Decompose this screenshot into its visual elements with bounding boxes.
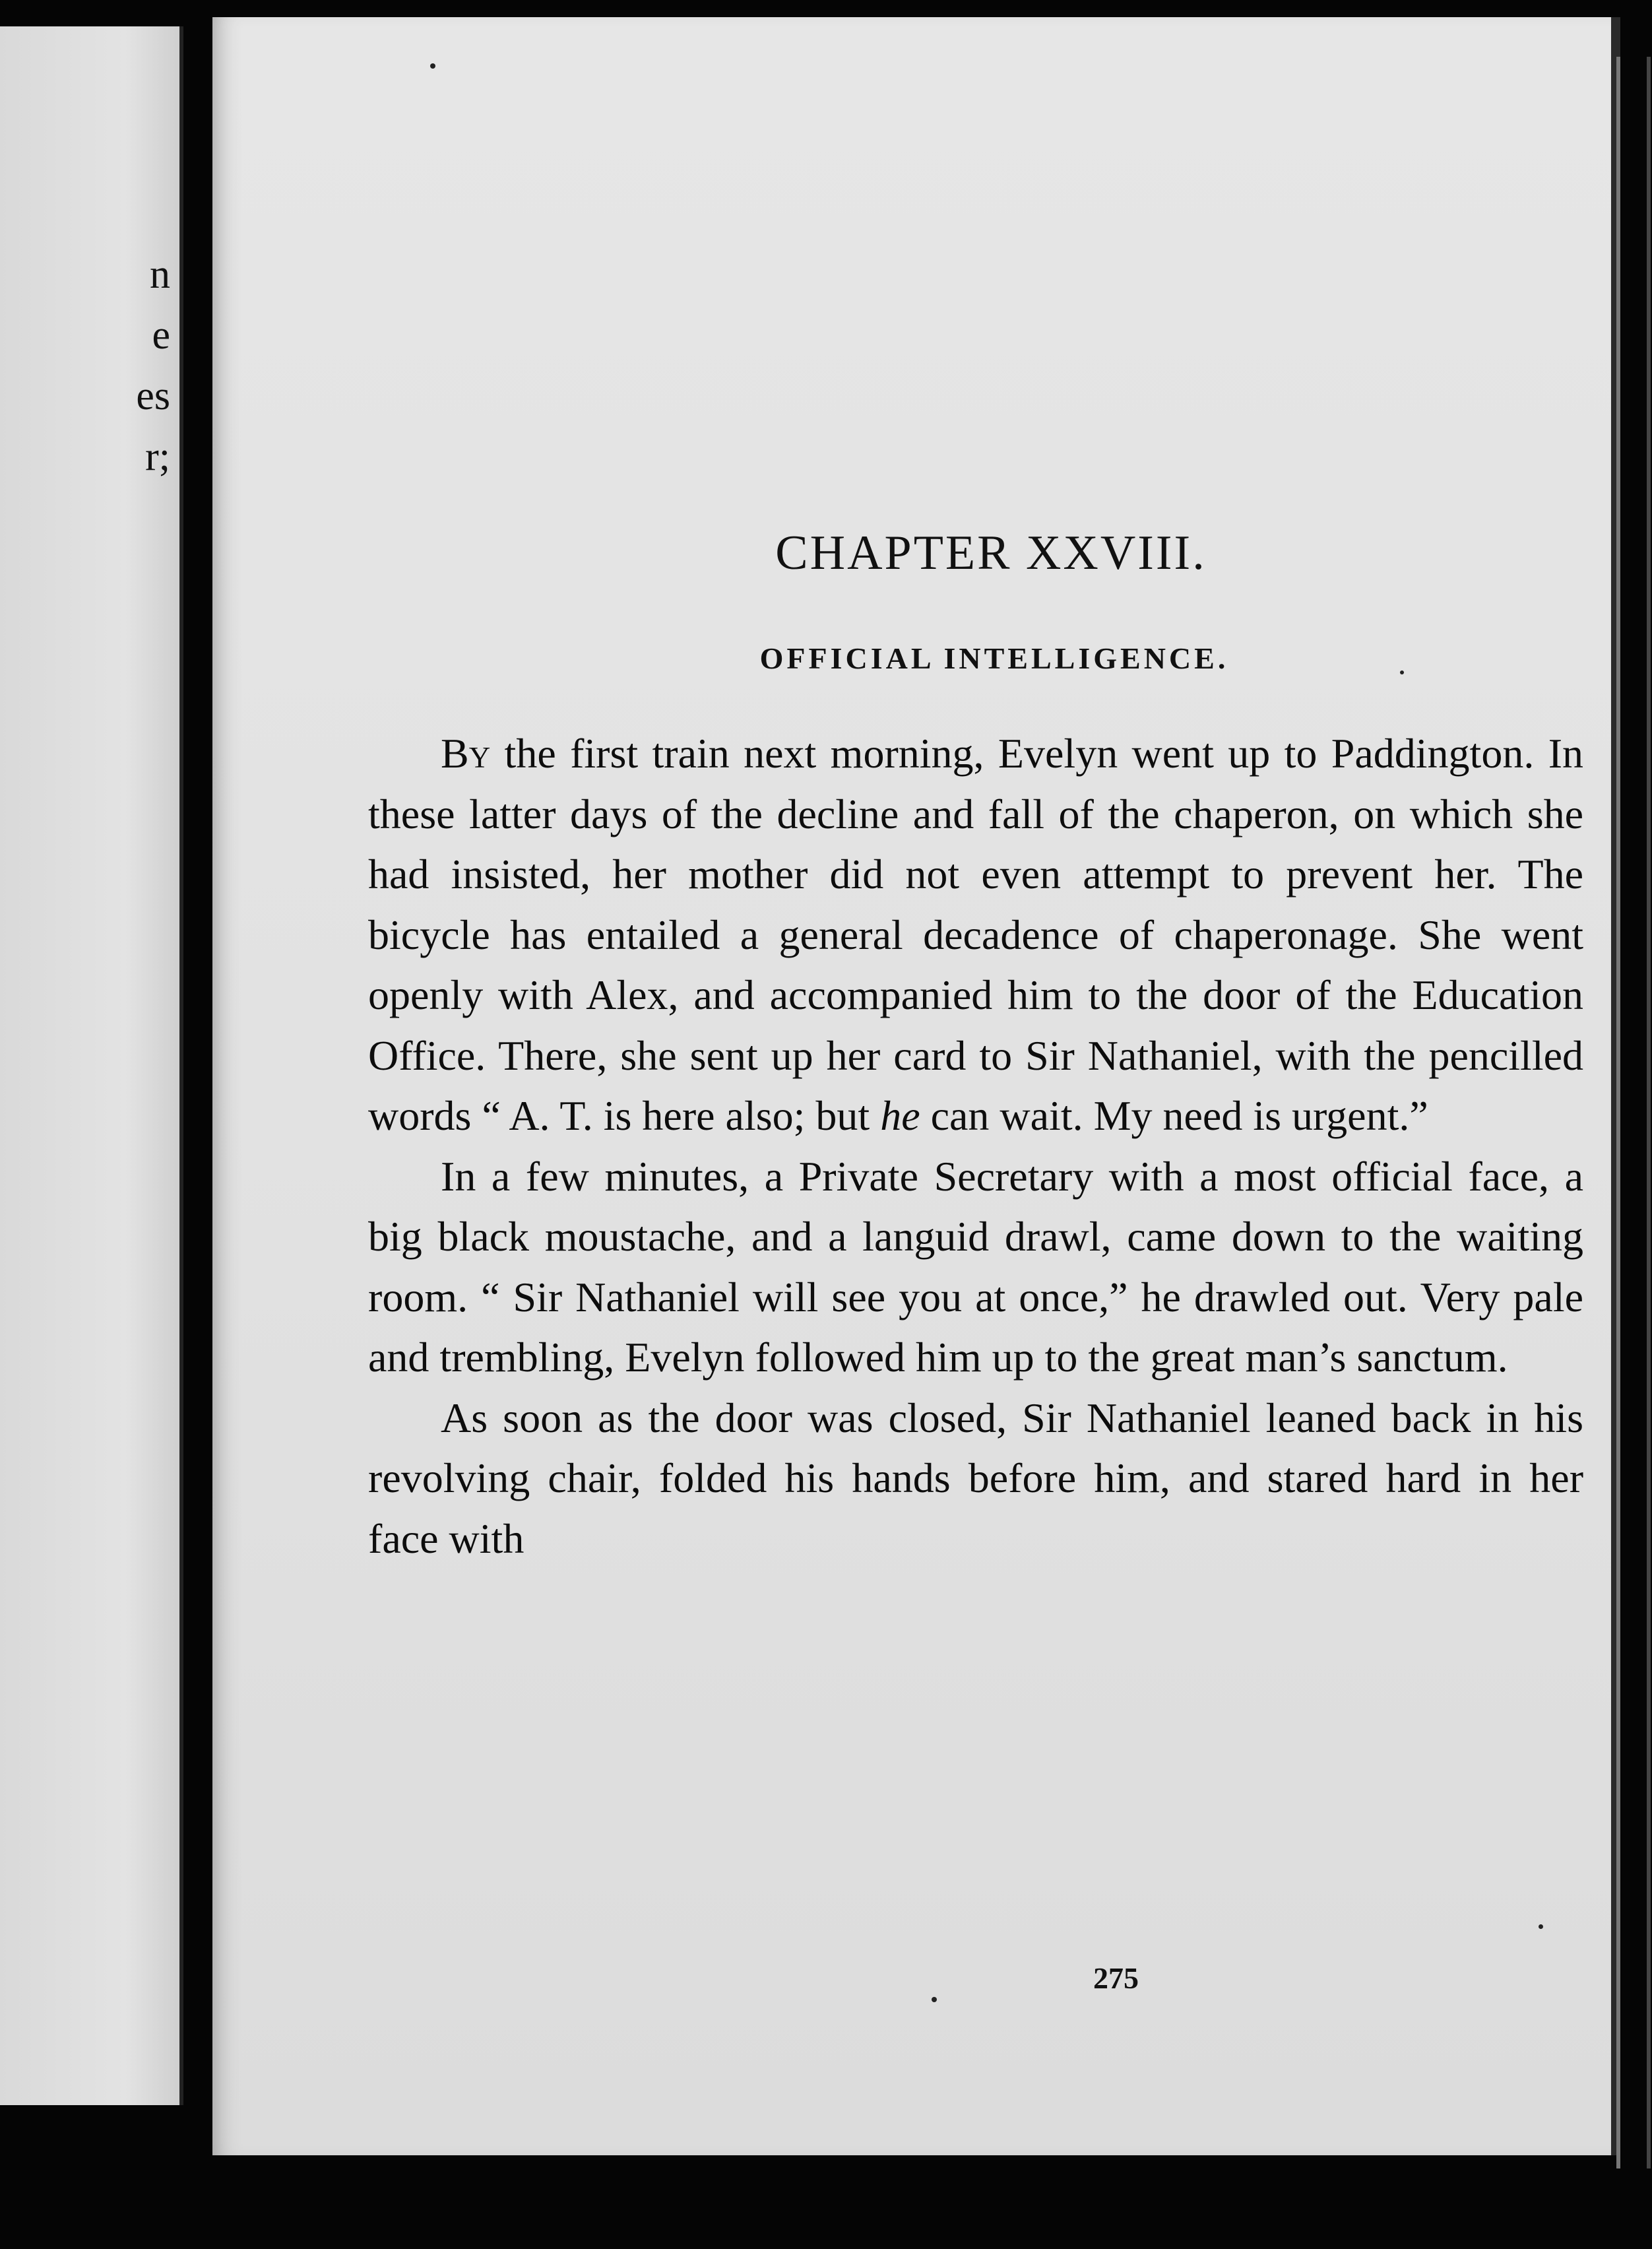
- fragment: e: [152, 313, 170, 358]
- opening-word: By: [441, 730, 491, 777]
- paragraph: In a few minutes, a Private Secretary with a most official face, a big black moustache, and a languid drawl, came down to the waiting room. “ Sir Nathaniel will see you at once,” he drawled out. Very pale and trembling, Evelyn followed him up to the great man’s sanctum.: [368, 1152, 1583, 1381]
- page-number: 275: [1093, 1961, 1139, 1995]
- paragraph: As soon as the door was closed, Sir Nathaniel leaned back in his revolving chair, folded his hands before him, and stared hard in her face with: [368, 1394, 1583, 1562]
- chapter-body: [368, 723, 1583, 1569]
- chapter-title: CHAPTER XXVIII.: [775, 526, 1207, 580]
- facing-page-text-fragments: [136, 244, 170, 487]
- page-edge: [1616, 57, 1651, 2168]
- scan-speck: [430, 63, 435, 69]
- scan-speck: [1539, 1924, 1543, 1929]
- fragment: n: [150, 252, 170, 297]
- scan-speck: [932, 1997, 937, 2002]
- book-page: [212, 17, 1620, 2155]
- emphasis: he: [880, 1092, 920, 1139]
- scan-speck: [1400, 670, 1404, 674]
- paragraph-text: the first train next morning, Evelyn went up to Paddington. In these latter days of the decline and fall of the chaperon, on which she had insisted, her mother did not even attempt to prevent her. The bicycle has entailed a general decadence of chaperonage. She went openly with Alex, and accompanied him to the door of the Education Office. There, she sent up her card to Sir Nathaniel, with the pencilled words “ A. T. is here also; but: [368, 730, 1583, 1139]
- chapter-subtitle: OFFICIAL INTELLIGENCE.: [759, 641, 1229, 675]
- facing-page: [0, 26, 183, 2105]
- fragment: es: [136, 374, 170, 418]
- fragment: r;: [145, 434, 170, 479]
- paragraph: [368, 723, 1583, 1146]
- paragraph-text: can wait. My need is urgent.”: [920, 1092, 1428, 1139]
